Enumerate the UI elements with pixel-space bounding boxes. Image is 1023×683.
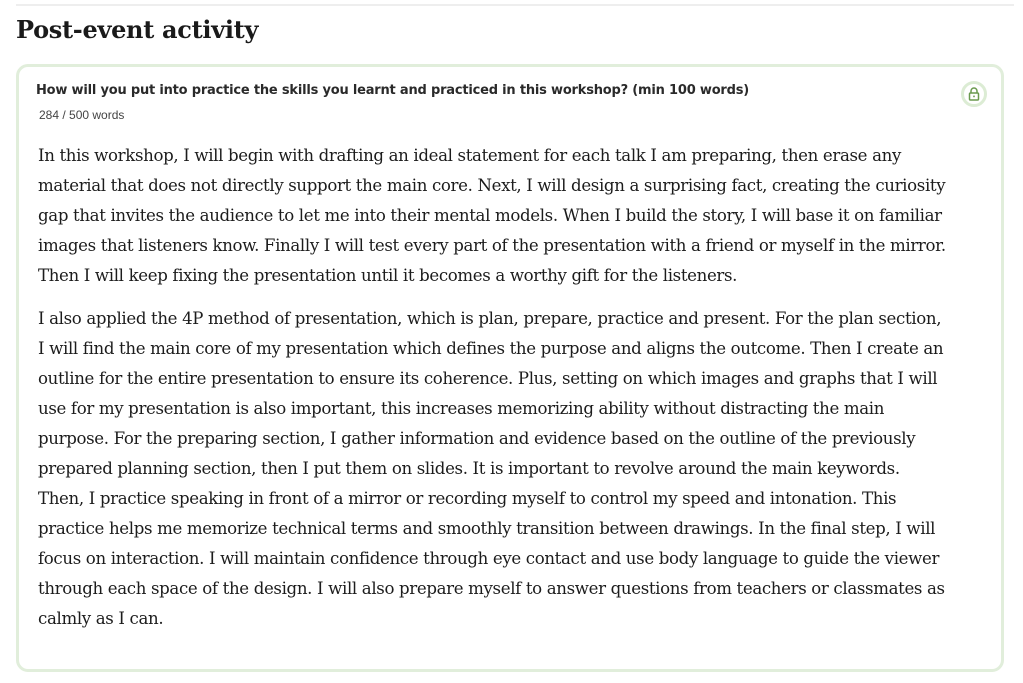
answer-paragraph [38,304,998,634]
answer-line: use for my presentation is also important, this increases memorizing ability without distracting the main [38,399,885,418]
answer-line: Then, I practice speaking in front of a mirror or recording myself to control my speed and intonation. This [38,489,897,508]
answer-line: through each space of the design. I will also prepare myself to answer questions from teachers or classmates as [38,579,945,598]
word-count: 284 / 500 words [39,108,125,122]
answer-line: practice helps me memorize technical terms and smoothly transition between drawings. In the final step, I will [38,519,936,538]
top-divider [16,4,1014,6]
lock-icon [968,87,980,101]
answer-line: In this workshop, I will begin with drafting an ideal statement for each talk I am preparing, then erase any [38,146,901,165]
answer-line: calmly as I can. [38,609,164,628]
answer-line: I also applied the 4P method of presentation, which is plan, prepare, practice and present. For the plan section, [38,309,942,328]
answer-line: purpose. For the preparing section, I gather information and evidence based on the outline of the previously [38,429,916,448]
answer-line: material that does not directly support the main core. Next, I will design a surprising fact, creating the curiosity [38,176,946,195]
answer-line: focus on interaction. I will maintain confidence through eye contact and use body language to guide the viewer [38,549,940,568]
question-prompt: How will you put into practice the skills you learnt and practiced in this workshop? (min 100 words) [36,83,750,98]
answer-line: images that listeners know. Finally I will test every part of the presentation with a friend or myself in the mirror. [38,236,946,255]
answer-line: I will find the main core of my presentation which defines the purpose and aligns the outcome. Then I create an [38,339,944,358]
answer-line: prepared planning section, then I put them on slides. It is important to revolve around the main keywords. [38,459,900,478]
answer-line: gap that invites the audience to let me into their mental models. When I build the story, I will base it on familiar [38,206,942,225]
question-card [16,64,1004,672]
lock-button[interactable] [961,81,987,107]
answer-line: Then I will keep fixing the presentation until it becomes a worthy gift for the listeners. [38,266,738,285]
page-title: Post-event activity [16,15,259,44]
answer-paragraph [38,141,998,291]
answer-text[interactable] [38,141,998,647]
answer-line: outline for the entire presentation to ensure its coherence. Plus, setting on which images and graphs that I will [38,369,938,388]
